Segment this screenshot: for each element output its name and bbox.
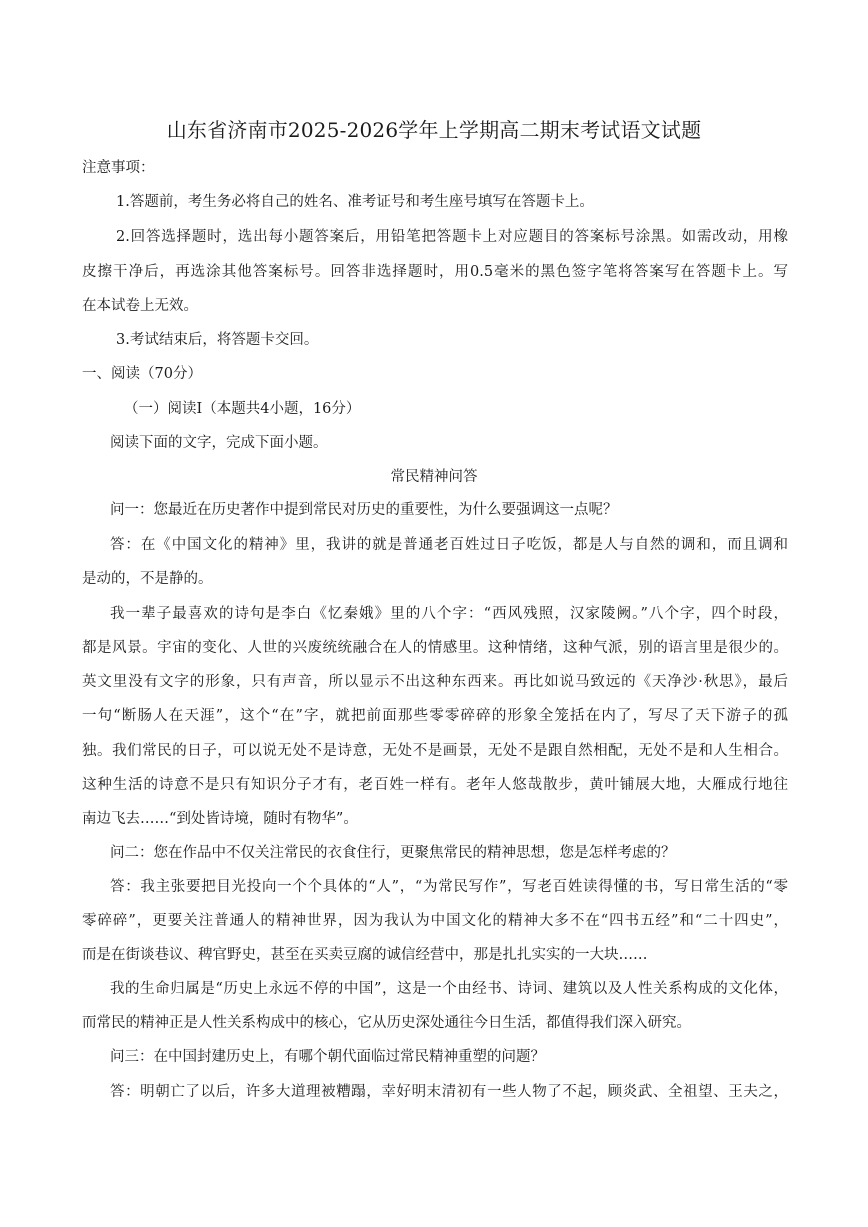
notice-item-2-line-3: 在本试卷上无效。: [82, 298, 198, 314]
paragraph-3-line-2: 而常民的精神正是人性关系构成中的核心，它从历史深处通往今日生活，都值得我们深入研究。: [82, 1015, 691, 1031]
paragraph-2-line-5: 独。我们常民的日子，可以说无处不是诗意，无处不是画景，无处不是跟自然相配，无处不是和人生相合。: [82, 743, 788, 759]
answer-1-line-1: 答：在《中国文化的精神》里，我讲的就是普通老百姓过日子吃饭，都是人与自然的调和，而且调和: [110, 537, 788, 553]
answer-2-line-3: 而是在街谈巷议、稗官野史，甚至在买卖豆腐的诚信经营中，那是扎扎实实的一大块……: [82, 947, 648, 963]
answer-3-line-1: 答：明朝亡了以后，许多大道理被糟蹋，幸好明末清初有一些人物了不起，顾炎武、全祖望、王夫之，: [110, 1084, 788, 1100]
exam-title: 山东省济南市2025-2026学年上学期高二期末考试语文试题: [166, 118, 702, 142]
notice-item-1: 1.答题前，考生务必将自己的姓名、准考证号和考生座号填写在答题卡上。: [116, 194, 594, 210]
paragraph-3-line-1: 我的生命归属是“历史上永远不停的中国”，这是一个由经书、诗词、建筑以及人性关系构成的文化体，: [110, 981, 788, 997]
article-title: 常民精神问答: [390, 469, 478, 485]
answer-2-line-1: 答：我主张要把目光投向一个个具体的“人”，“为常民写作”，写老百姓读得懂的书，写日常生活的“零: [110, 879, 788, 895]
paragraph-2-line-1: 我一辈子最喜欢的诗句是李白《忆秦娥》里的八个字：“西风残照，汉家陵阙。”八个字，四个时段，: [110, 606, 788, 622]
answer-2-line-2: 零碎碎”，更要关注普通人的精神世界，因为我认为中国文化的精神大多不在“四书五经”和“二十四史”，: [82, 913, 788, 929]
notice-item-3: 3.考试结束后，将答题卡交回。: [116, 332, 319, 348]
question-1: 问一：您最近在历史著作中提到常民对历史的重要性，为什么要强调这一点呢？: [110, 502, 618, 518]
question-3: 问三：在中国封建历史上，有哪个朝代面临过常民精神重塑的问题？: [110, 1049, 545, 1065]
section-heading-reading: 一、阅读（70分）: [82, 366, 202, 382]
reading-instruction: 阅读下面的文字，完成下面小题。: [110, 435, 328, 451]
subsection-heading-reading-1: （一）阅读Ⅰ（本题共4小题，16分）: [124, 401, 361, 417]
notice-item-2-line-2: 皮擦干净后，再选涂其他答案标号。回答非选择题时，用0.5毫米的黑色签字笔将答案写在答题卡上。写: [82, 264, 788, 280]
paragraph-2-line-4: 一句“断肠人在天涯”，这个“在”字，就把前面那些零零碎碎的形象全笼括在内了，写尽了天下游子的孤: [82, 708, 788, 724]
paragraph-2-line-2: 都是风景。宇宙的变化、人世的兴废统统融合在人的情感里。这种情绪，这种气派，别的语言里是很少的。: [82, 640, 788, 656]
paragraph-2-line-7: 南边飞去……“到处皆诗境，随时有物华”。: [82, 811, 358, 827]
paragraph-2-line-6: 这种生活的诗意不是只有知识分子才有，老百姓一样有。老年人悠哉散步，黄叶铺展大地，大雁成行地往: [82, 777, 788, 793]
answer-1-line-2: 是动的，不是静的。: [82, 571, 213, 587]
question-2: 问二：您在作品中不仅关注常民的衣食住行，更聚焦常民的精神思想，您是怎样考虑的？: [110, 845, 676, 861]
notice-item-2-line-1: 2.回答选择题时，选出每小题答案后，用铅笔把答题卡上对应题目的答案标号涂黑。如需改动，用橡: [116, 229, 788, 245]
paragraph-2-line-3: 英文里没有文字的形象，只有声音，所以显示不出这种东西来。再比如说马致远的《天净沙·秋思》，最后: [82, 674, 788, 690]
notice-heading: 注意事项：: [82, 160, 155, 176]
